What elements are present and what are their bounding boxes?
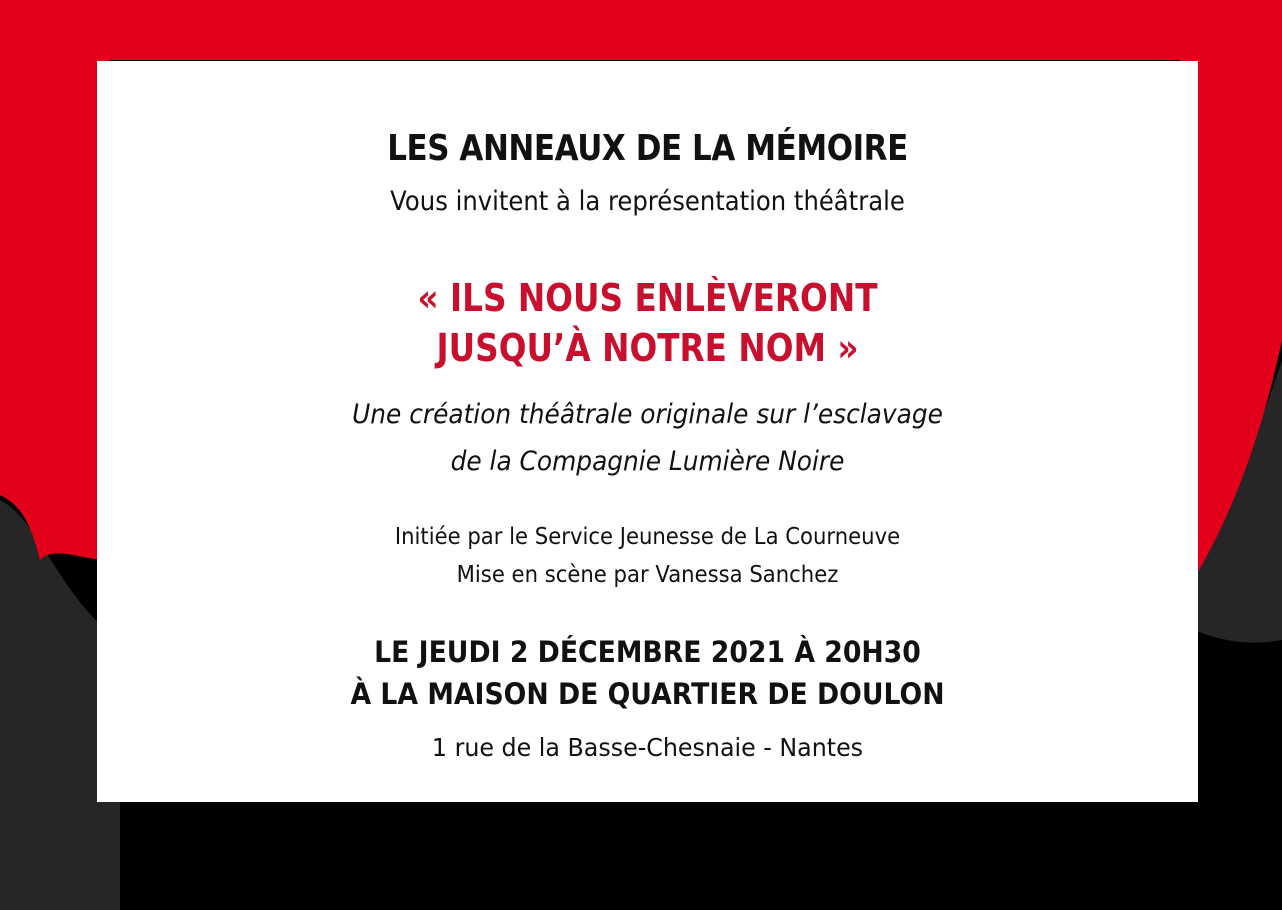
event-details <box>141 631 1154 715</box>
credits <box>141 518 1154 594</box>
invitation-card <box>97 61 1198 802</box>
invite-line: Vous invitent à la représentation théâtrale <box>390 186 905 217</box>
play-title-line-1: « ILS NOUS ENLÈVERONT <box>417 276 878 320</box>
event-address: 1 rue de la Basse-Chesnaie - Nantes <box>431 733 864 762</box>
organization-name: LES ANNEAUX DE LA MÉMOIRE <box>387 128 908 169</box>
credits-line-1: Initiée par le Service Jeunesse de La Courneuve <box>394 524 901 550</box>
credits-line-2: Mise en scène par Vanessa Sanchez <box>456 562 839 588</box>
event-date: LE JEUDI 2 DÉCEMBRE 2021 À 20H30 <box>374 635 921 669</box>
play-description <box>141 391 1154 485</box>
description-line-2: de la Compagnie Lumière Noire <box>450 446 845 477</box>
play-title <box>174 273 1121 373</box>
event-venue: À LA MAISON DE QUARTIER DE DOULON <box>350 677 945 711</box>
play-title-line-2: JUSQU’À NOTRE NOM » <box>436 326 859 370</box>
description-line-1: Une création théâtrale originale sur l’esclavage <box>352 399 943 430</box>
